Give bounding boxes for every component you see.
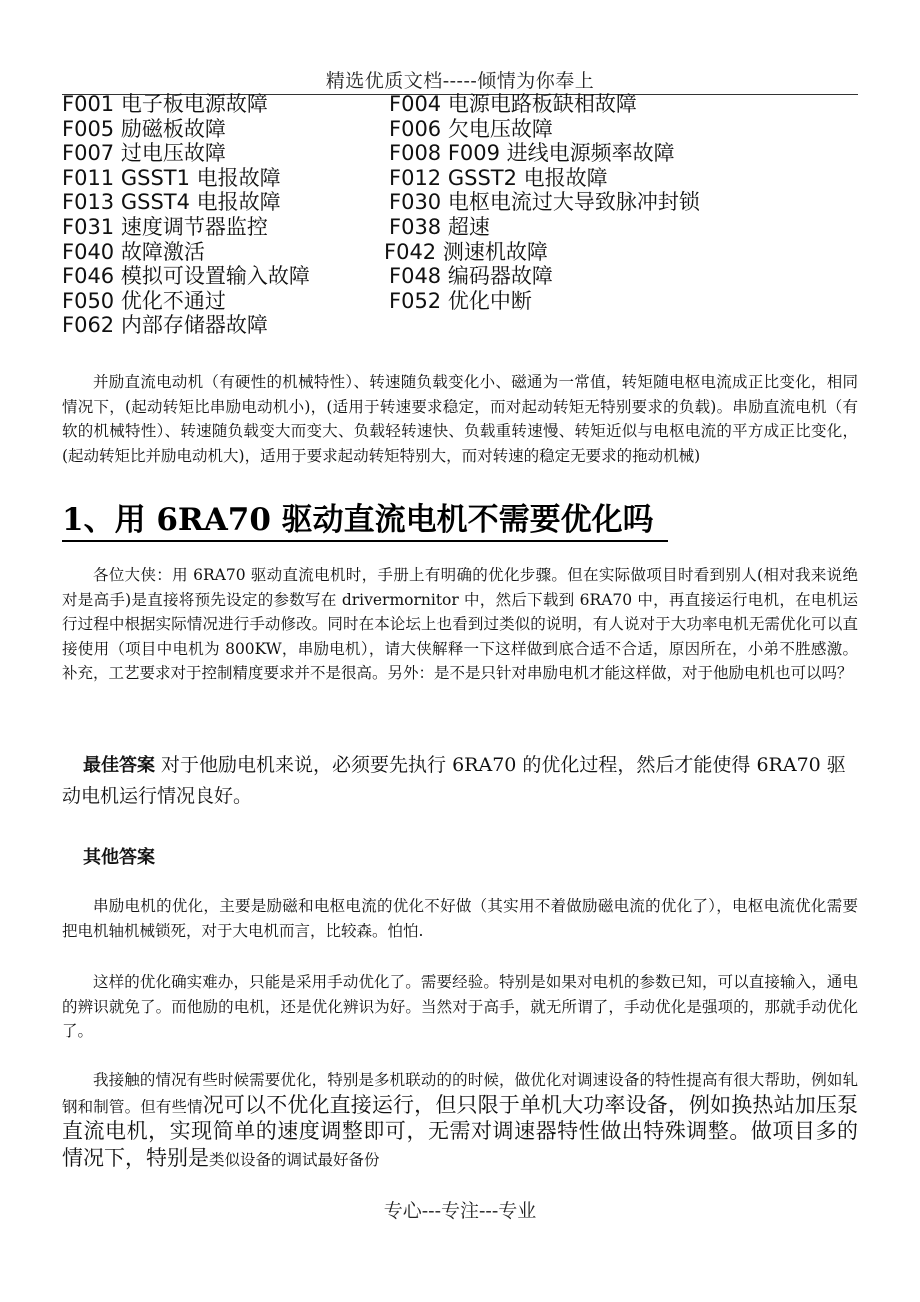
fault-code-list xyxy=(62,91,862,337)
fault-code-item: F038 超速 xyxy=(389,214,490,239)
question-paragraph: 各位大侠：用 6RA70 驱动直流电机时，手册上有明确的优化步骤。但在实际做项目时看到别人(相对我来说绝对是高手)是直接将预先设定的参数写在 drivermornitor 中，然后下载到 6RA70 中，再直接运行电机，在电机运行过程中根据实际情况进行手动修改。同时在本论坛上也看到过类似的说明，有人说对于大功率电机无需优化可以直接使用（项目中电机为 800KW，串励电机），请大侠解释一下这样做到底合适不合适，原因所在，小弟不胜感激。补充，工艺要求对于控制精度要求并不是很高。另外：是不是只针对串励电机才能这样做，对于他励电机也可以吗？ xyxy=(62,566,858,682)
fault-code-item: F046 模拟可设置输入故障 xyxy=(62,264,310,289)
fault-code-row xyxy=(62,165,862,190)
other-answer-paragraph: 串励电机的优化，主要是励磁和电枢电流的优化不好做（其实用不着做励磁电流的优化了），电枢电流优化需要把电机轴机械锁死，对于大电机而言，比较森。怕怕. xyxy=(62,897,858,940)
fault-code-item: F052 优化中断 xyxy=(389,288,532,313)
section-heading: 1、用 6RA70 驱动直流电机不需要优化吗 xyxy=(62,500,668,542)
fault-code-row xyxy=(62,140,862,165)
fault-code-row xyxy=(62,312,862,337)
fault-code-row xyxy=(62,288,862,313)
fault-code-item: F007 过电压故障 xyxy=(62,141,226,166)
fault-code-row xyxy=(62,116,862,141)
paragraph-segment: 我接触的情况有些时候需要优化，特别是多机联动的的时候，做优化对调速设备的特性提高有很大帮助，例如轧钢和制管。但有些情 xyxy=(62,1071,858,1116)
fault-code-row xyxy=(62,189,862,214)
fault-code-item: F013 GSST4 电报故障 xyxy=(62,190,281,215)
fault-code-row xyxy=(62,91,862,116)
fault-code-item: F050 优化不通过 xyxy=(62,288,226,313)
fault-code-item: F030 电枢电流过大导致脉冲封锁 xyxy=(389,190,700,215)
fault-code-item: F040 故障激活 xyxy=(62,239,205,264)
other-answers-label: 其他答案 xyxy=(83,847,155,868)
intro-paragraph: 并励直流电动机（有硬性的机械特性）、转速随负载变化小、磁通为一常值，转矩随电枢电流成正比变化，相同情况下，(起动转矩比串励电动机小)，(适用于转速要求稳定，而对起动转矩无特别要求的负载)。串励直流电机（有软的机械特性）、转速随负载变大而变大、负载轻转速快、负载重转速慢、转矩近似与电枢电流的平方成正比变化，(起动转矩比并励电动机大)，适用于要求起动转矩特别大，而对转速的稳定无要求的拖动机械) xyxy=(62,373,858,465)
paragraph-segment: 类似设备的调试最好备份 xyxy=(209,1150,380,1169)
fault-code-item: F008 F009 进线电源频率故障 xyxy=(389,141,675,166)
fault-code-row xyxy=(62,214,862,239)
fault-code-item: F012 GSST2 电报故障 xyxy=(389,165,608,190)
best-answer xyxy=(62,750,858,812)
best-answer-text: 对于他励电机来说，必须要先执行 6RA70 的优化过程，然后才能使得 6RA70 驱动电机运行情况良好。 xyxy=(62,754,846,807)
fault-code-row xyxy=(62,263,862,288)
fault-code-item: F048 编码器故障 xyxy=(389,264,553,289)
fault-code-item: F062 内部存储器故障 xyxy=(62,313,268,338)
fault-code-row xyxy=(62,239,862,264)
fault-code-item: F001 电子板电源故障 xyxy=(62,92,268,116)
other-answer-paragraph: 这样的优化确实难办，只能是采用手动优化了。需要经验。特别是如果对电机的参数已知，可以直接输入，通电的辨识就免了。而他励的电机，还是优化辨识为好。当然对于高手，就无所谓了，手动优化是强项的，那就手动优化了。 xyxy=(62,973,858,1040)
page-header: 精选优质文档-----倾情为你奉上 xyxy=(325,70,595,92)
fault-code-item: F011 GSST1 电报故障 xyxy=(62,165,281,190)
fault-code-item: F004 电源电路板缺相故障 xyxy=(389,92,637,116)
best-answer-label: 最佳答案 xyxy=(83,755,155,776)
page-footer: 专心---专注---专业 xyxy=(383,1200,537,1222)
fault-code-item: F005 励磁板故障 xyxy=(62,116,226,141)
fault-code-item: F042 测速机故障 xyxy=(384,239,548,264)
other-answer-paragraph xyxy=(62,1068,858,1172)
fault-code-item: F031 速度调节器监控 xyxy=(62,214,268,239)
paragraph-segment-large: 况可以不优化直接运行，但只限于单机大功率设备，例如换热站加压泵直流电机，实现简单的速度调整即可，无需对调速器特性做出特殊调整。做项目多的情况下，特别是 xyxy=(62,1092,858,1170)
fault-code-item: F006 欠电压故障 xyxy=(389,116,553,141)
